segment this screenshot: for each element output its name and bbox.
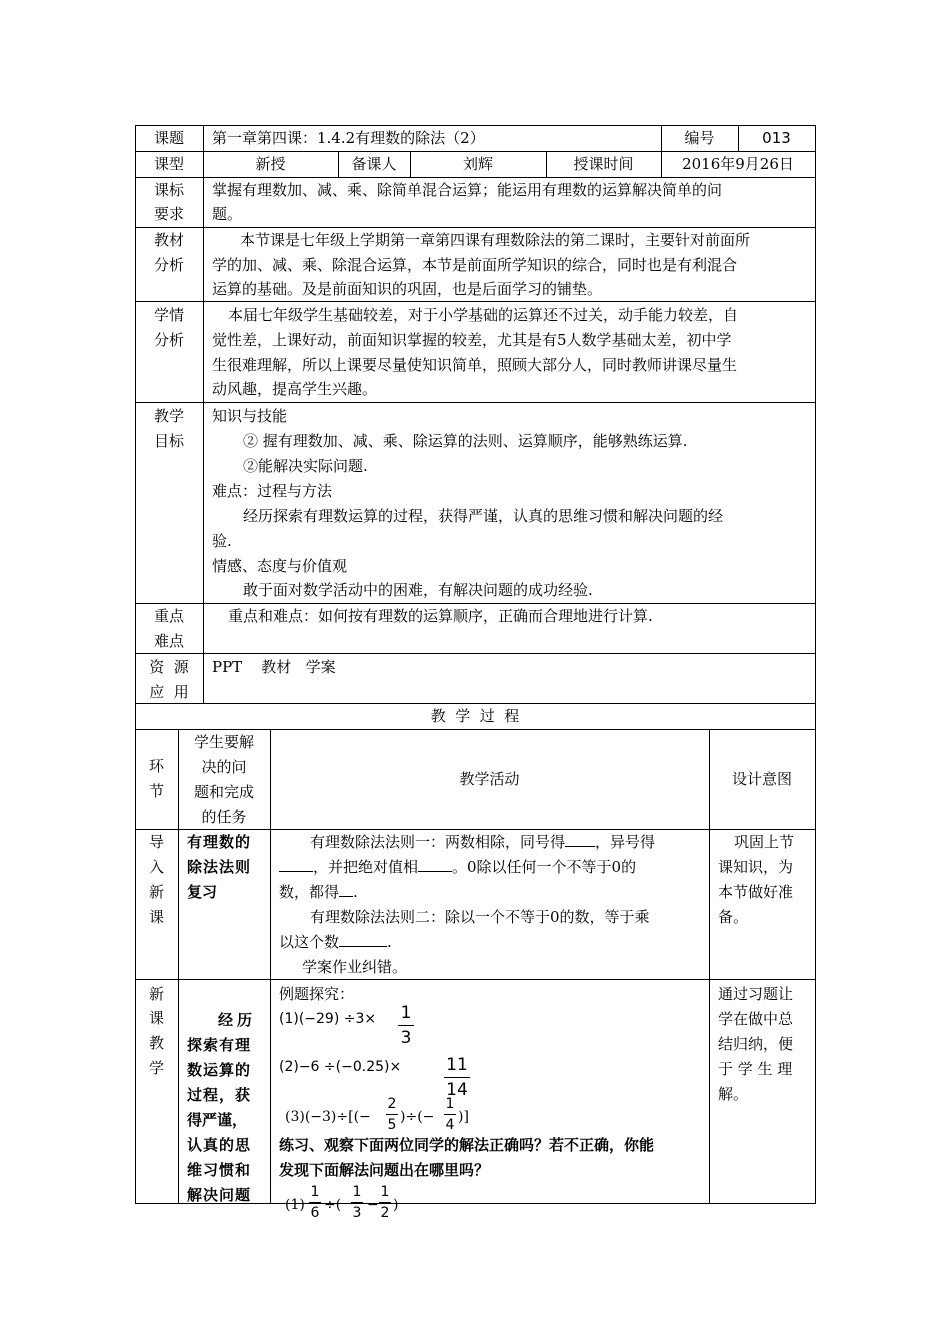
fraction-bar <box>309 1202 321 1203</box>
new-intent: 于 学 生 理 <box>718 1060 793 1078</box>
table-border-right <box>815 125 816 1204</box>
fraction-denominator: 14 <box>446 1080 468 1100</box>
resources-label: 应 用 <box>149 683 189 701</box>
intro-rule-text: ，并把绝对值相 <box>313 858 419 876</box>
intro-stage: 导 <box>148 833 164 851</box>
fill-blank <box>339 880 353 897</box>
fraction-numerator: 1 <box>400 1003 412 1023</box>
goals-process-text: 经历探索有理数运算的过程，获得严谨，认真的思维习惯和解决问题的经 <box>243 507 724 525</box>
practice-1-a: (1) <box>285 1197 305 1213</box>
material-text: 运算的基础。及是前面知识的巩固，也是后面学习的铺垫。 <box>212 280 603 298</box>
new-intent: 通过习题让 <box>718 985 794 1003</box>
fill-blank <box>418 855 452 872</box>
fraction-numerator: 11 <box>446 1055 468 1075</box>
standard-text: 掌握有理数加、减、乘、除简单混合运算；能运用有理数的运算解决简单的问 <box>212 181 723 199</box>
material-text: 学的加、减、乘、除混合运算，本节是前面所学知识的综合，同时也是有利混合 <box>212 256 738 274</box>
date-value: 2016年9月26日 <box>682 155 794 173</box>
intro-intent: 课知识，为 <box>718 858 794 876</box>
example-title: 例题探究： <box>279 985 355 1003</box>
fraction-bar <box>386 1114 398 1115</box>
intro-rule-text: 数，都得 <box>279 883 340 901</box>
standard-label: 要求 <box>153 205 184 223</box>
goals-emotion-text: 敢于面对数学活动中的困难，有解决问题的成功经验. <box>243 581 593 599</box>
students-text: 本届七年级学生基础较差，对于小学基础的运算还不过关，动手能力较差，自 <box>228 306 739 324</box>
goals-item: ②能解决实际问题. <box>243 457 368 475</box>
goals-process-title: 难点：过程与方法 <box>212 482 333 500</box>
practice-text: 发现下面解法问题出在哪里吗？ <box>279 1161 490 1179</box>
table-rule <box>135 653 815 654</box>
intro-rule-1-end: 数，都得 . <box>279 880 358 905</box>
fraction <box>309 1183 321 1222</box>
resources-text: PPT 教材 学案 <box>212 658 336 676</box>
material-label: 分析 <box>153 256 184 274</box>
fraction-numerator: 1 <box>352 1184 362 1200</box>
students-text: 觉性差，上课好动，前面知识掌握的较差，尤其是有5人数学基础太差，初中学 <box>212 331 732 349</box>
keypoints-text: 重点和难点：如何按有理数的运算顺序，正确而合理地进行计算. <box>228 607 653 625</box>
intro-homework: 学案作业纠错。 <box>302 958 408 976</box>
standard-text: 题。 <box>212 205 243 223</box>
new-task: 探索有理 <box>187 1036 252 1054</box>
fraction <box>398 1002 414 1049</box>
new-stage: 学 <box>148 1059 164 1077</box>
fraction-denominator: 6 <box>310 1205 320 1221</box>
example-3-c: )] <box>458 1109 469 1125</box>
fraction-denominator: 3 <box>352 1205 362 1221</box>
goals-emotion-title: 情感、态度与价值观 <box>212 557 348 575</box>
intro-rule-1 <box>310 830 655 855</box>
table-rule <box>135 979 815 980</box>
col-task-header: 学生要解 <box>193 733 254 751</box>
col-task-header: 的任务 <box>201 808 247 826</box>
new-task: 得严谨， <box>187 1111 248 1129</box>
fraction <box>386 1095 398 1134</box>
intro-task: 除法法则 <box>187 858 252 876</box>
goals-label: 目标 <box>153 432 184 450</box>
new-stage: 课 <box>148 1009 164 1027</box>
new-intent: 解。 <box>718 1085 749 1103</box>
intro-rule-text: 以这个数 <box>279 933 340 951</box>
material-label: 教材 <box>153 231 184 249</box>
intro-rule-2-cont: 以这个数 . <box>279 930 392 955</box>
topic-label: 课题 <box>153 129 184 147</box>
practice-1-c: − <box>367 1197 379 1213</box>
fraction-numerator: 1 <box>310 1184 320 1200</box>
practice-text: 练习、观察下面两位同学的解法正确吗？若不正确，你能 <box>279 1136 655 1154</box>
practice-1-d: ) <box>393 1197 399 1213</box>
number-value: 013 <box>762 129 791 147</box>
intro-task: 有理数的 <box>187 833 252 851</box>
new-intent: 结归纳，便 <box>718 1035 794 1053</box>
example-2: (2)−6 ÷(−0.25)× <box>279 1059 402 1075</box>
fraction-bar <box>398 1025 414 1026</box>
fraction-bar <box>379 1202 391 1203</box>
new-stage: 教 <box>148 1034 164 1052</box>
preparer-label: 备课人 <box>351 155 397 173</box>
goals-process-text: 验. <box>212 532 232 550</box>
new-task: 解决问题 <box>187 1186 252 1204</box>
new-intent: 学在做中总 <box>718 1010 794 1028</box>
table-rule <box>135 402 815 403</box>
fraction-denominator: 3 <box>400 1028 412 1048</box>
fill-blank <box>565 830 595 847</box>
date-label: 授课时间 <box>573 155 634 173</box>
intro-stage: 入 <box>148 858 164 876</box>
process-title: 教 学 过 程 <box>430 707 520 725</box>
goals-item: ② 握有理数加、减、乘、除运算的法则、运算顺序，能够熟练运算. <box>243 432 688 450</box>
new-task: 经历 <box>218 1011 257 1029</box>
fraction-denominator: 4 <box>445 1117 455 1133</box>
intro-intent: 备。 <box>718 908 749 926</box>
fill-blank <box>339 930 387 947</box>
fraction-numerator: 2 <box>387 1096 397 1112</box>
fraction-denominator: 2 <box>380 1205 390 1221</box>
practice-1-b: ÷( <box>324 1197 342 1213</box>
new-task: 数运算的 <box>187 1061 252 1079</box>
col-task-header: 决的问 <box>201 758 247 776</box>
col-stage-header: 环 <box>148 757 164 775</box>
fraction-numerator: 1 <box>445 1096 455 1112</box>
intro-rule-2: 有理数除法法则二：除以一个不等于0的数，等于乘 <box>310 908 650 926</box>
goals-knowledge-title: 知识与技能 <box>212 407 288 425</box>
material-text: 本节课是七年级上学期第一章第四课有理数除法的第二课时，主要针对前面所 <box>240 231 751 249</box>
table-rule <box>270 729 271 1204</box>
type-value: 新授 <box>255 155 286 173</box>
students-text: 动风趣，提高学生兴趣。 <box>212 380 378 398</box>
topic-title: 第一章第四课：1.4.2有理数的除法（2） <box>212 129 485 147</box>
table-rule <box>709 729 710 1204</box>
fraction-bar <box>351 1202 363 1203</box>
keypoints-label: 重点 <box>153 607 184 625</box>
col-stage-header: 节 <box>148 782 164 800</box>
fraction-numerator: 1 <box>380 1184 390 1200</box>
goals-label: 教学 <box>153 407 184 425</box>
col-activity-header: 教学活动 <box>459 770 520 788</box>
intro-rule-text: 。0除以任何一个不等于0的 <box>452 858 637 876</box>
fraction-bar <box>444 1114 456 1115</box>
intro-stage: 课 <box>148 908 164 926</box>
example-3-b: )÷(− <box>400 1109 435 1125</box>
students-text: 生很难理解，所以上课要尽量使知识简单，照顾大部分人，同时教师讲课尽量生 <box>212 356 738 374</box>
intro-stage: 新 <box>148 883 164 901</box>
standard-label: 课标 <box>153 181 184 199</box>
example-1: (1)(−29) ÷3× <box>279 1011 377 1027</box>
fraction-bar <box>444 1077 470 1078</box>
intro-intent: 巩固上节 <box>734 833 795 851</box>
intro-rule-text: ，异号得 <box>595 833 656 851</box>
fraction <box>444 1095 456 1134</box>
col-intent-header: 设计意图 <box>731 770 792 788</box>
students-label: 学情 <box>153 306 184 324</box>
new-task: 维习惯和 <box>187 1161 252 1179</box>
new-task: 认真的思 <box>187 1136 252 1154</box>
keypoints-label: 难点 <box>153 632 184 650</box>
fraction <box>351 1183 363 1222</box>
resources-label: 资 源 <box>149 658 189 676</box>
intro-intent: 本节做好准 <box>718 883 794 901</box>
new-stage: 新 <box>148 985 164 1003</box>
intro-rule-text: 有理数除法法则一：两数相除，同号得 <box>310 833 566 851</box>
new-task: 过程，获 <box>187 1086 252 1104</box>
preparer-value: 刘辉 <box>462 155 493 173</box>
col-task-header: 题和完成 <box>193 783 254 801</box>
fraction <box>379 1183 391 1222</box>
example-3-a: (3)(−3)÷[(− <box>285 1109 371 1125</box>
number-label: 编号 <box>684 129 715 147</box>
type-label: 课型 <box>153 155 184 173</box>
fraction-denominator: 5 <box>387 1117 397 1133</box>
intro-task: 复习 <box>187 883 218 901</box>
students-label: 分析 <box>153 331 184 349</box>
table-rule <box>203 125 204 704</box>
fraction <box>444 1054 470 1101</box>
fill-blank <box>279 855 313 872</box>
intro-rule-1-cont <box>279 855 636 880</box>
